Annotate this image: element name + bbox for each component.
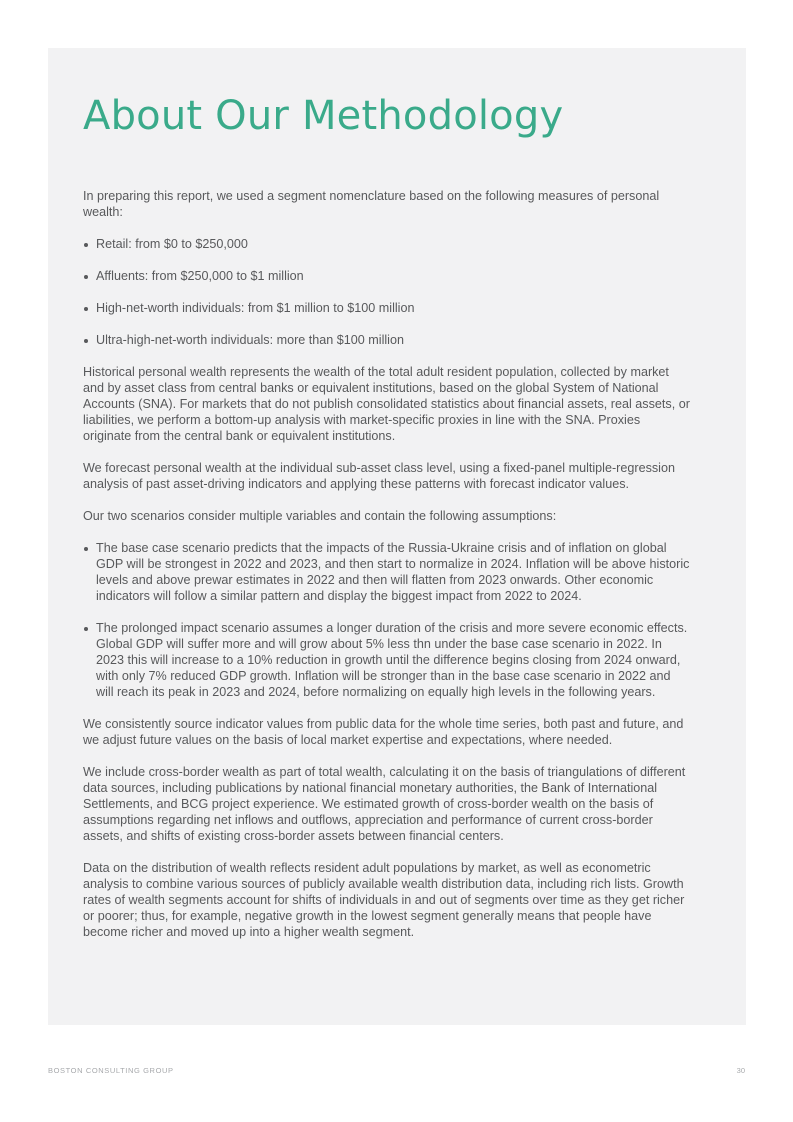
crossborder-paragraph: We include cross-border wealth as part of total wealth, calculating it on the basis of triangulations of different data sources, including publications by national financial monetary authorities, the Bank of International Settlements, and BCG project experience. We estimated growth of cross-border wealth on the basis of assumptions regarding net inflows and outflows, appreciation and performance of current cross-border assets, and shifts of existing cross-border assets between financial centers. <box>83 765 686 843</box>
segment-list <box>83 236 690 348</box>
forecast-paragraph: We forecast personal wealth at the individual sub-asset class level, using a fixed-panel multiple-regression analysis of past asset-driving indicators and applying these patterns with forecast indicator values. <box>83 461 675 491</box>
historical-paragraph: Historical personal wealth represents the wealth of the total adult resident population, collected by market and by asset class from central banks or equivalent institutions, based on the global System of National Accounts (SNA). For markets that do not publish consolidated statistics about financial assets, real assets, or liabilities, we perform a bottom-up analysis with market-specific proxies in line with the SNA. Proxies originate from the central bank or equivalent institutions. <box>83 365 690 443</box>
scenario-list <box>83 540 690 700</box>
list-item: Ultra-high-net-worth individuals: more than $100 million <box>83 332 690 348</box>
page-title: About Our Methodology <box>83 93 564 139</box>
distribution-paragraph: Data on the distribution of wealth reflects resident adult populations by market, as well as econometric analysis to combine various sources of publicly available wealth distribution data, including rich lists. Growth rates of wealth segments account for shifts of individuals in and out of segments over time as they get richer or poorer; thus, for example, negative growth in the lowest segment generally means that people have become richer and moved up into a higher wealth segment. <box>83 861 685 939</box>
source-paragraph: We consistently source indicator values from public data for the whole time series, both past and future, and we adjust future values on the basis of local market expertise and expectations, where needed. <box>83 717 684 747</box>
list-item: Retail: from $0 to $250,000 <box>83 236 690 252</box>
methodology-panel <box>48 48 746 1025</box>
footer-company: BOSTON CONSULTING GROUP <box>48 1066 174 1075</box>
list-item: The prolonged impact scenario assumes a longer duration of the crisis and more severe economic effects. Global GDP will suffer more and will grow about 5% less thn under the base case scenario in 2022. In 2023 this will increase to a 10% reduction in growth until the difference begins closing from 2024 onward, with only 7% reduced GDP growth. Inflation will be stronger than in the base case scenario in 2022 and will reach its peak in 2023 and 2024, before normalizing on equally high levels in the following years. <box>83 620 690 700</box>
scenarios-paragraph: Our two scenarios consider multiple variables and contain the following assumptions: <box>83 509 557 523</box>
list-item: High-net-worth individuals: from $1 million to $100 million <box>83 300 690 316</box>
intro-paragraph: In preparing this report, we used a segment nomenclature based on the following measures of personal wealth: <box>83 189 660 219</box>
page-number: 30 <box>736 1066 745 1075</box>
list-item: The base case scenario predicts that the impacts of the Russia-Ukraine crisis and of inflation on global GDP will be strongest in 2022 and 2023, and then start to normalize in 2024. Inflation will be above historic levels and above prewar estimates in 2022 and then will flatten from 2023 onwards. Other economic indicators will follow a similar pattern and display the biggest impact from 2022 to 2024. <box>83 540 690 604</box>
list-item: Affluents: from $250,000 to $1 million <box>83 268 690 284</box>
